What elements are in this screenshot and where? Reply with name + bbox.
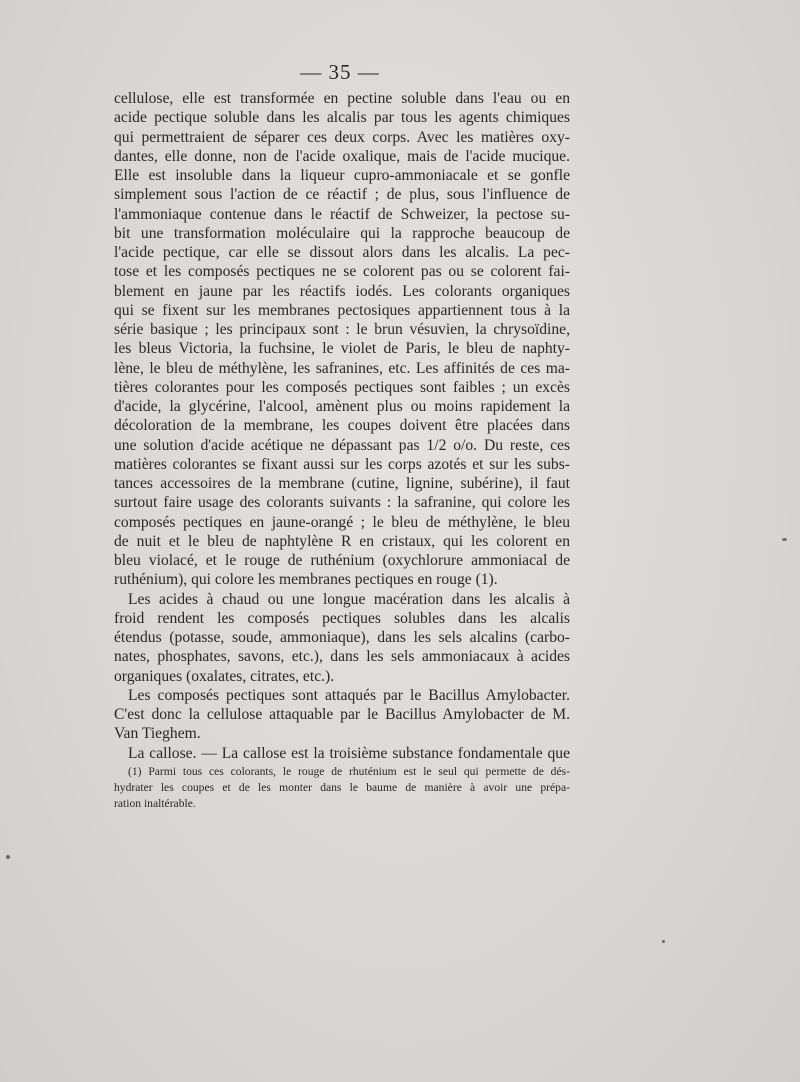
text-line: une solution d'acide acétique ne dépassant pas 1/2 o/o. Du reste, ces <box>114 436 570 454</box>
text-line: Elle est insoluble dans la liqueur cupro-ammoniacale et se gonfle <box>114 167 570 184</box>
text-line: Van Tieghem. <box>114 725 201 743</box>
text-line: nates, phosphates, savons, etc.), dans les sels ammoniacaux à acides <box>114 648 570 666</box>
text-line: simplement sous l'action de ce réactif ; de plus, sous l'influence de <box>114 186 570 204</box>
text-line: qui permettraient de séparer ces deux corps. Avec les matières oxy- <box>114 128 570 146</box>
text-line: l'ammoniaque contenue dans le réactif de Schweizer, la pectose su- <box>114 205 570 223</box>
text-line: Les acides à chaud ou une longue macération dans les alcalis à <box>128 590 570 608</box>
text-line: organiques (oxalates, citrates, etc.). <box>114 667 335 685</box>
text-line: bleu violacé, et le rouge de ruthénium (oxychlorure ammoniacal de <box>114 552 570 569</box>
text-line: acide pectique soluble dans les alcalis par tous les agents chimiques <box>114 109 570 127</box>
footnote-line: hydrater les coupes et de les monter dans le baume de manière à avoir une prépa- <box>114 781 570 794</box>
text-line: qui se fixent sur les membranes pectosiques appartiennent tous à la <box>114 301 570 319</box>
text-line: surtout faire usage des colorants suivants : la safranine, qui colore les <box>114 494 570 512</box>
text-line: tose et les composés pectiques ne se colorent pas ou se colorent fai- <box>114 263 570 281</box>
paper-speck <box>662 940 665 943</box>
text-line: d'acide, la glycérine, l'alcool, amènent plus ou moins rapidement la <box>114 398 570 415</box>
text-line: lène, le bleu de méthylène, les safranines, etc. Les affinités de ces ma- <box>114 359 570 377</box>
text-line: Les composés pectiques sont attaqués par le Bacillus Amylobacter. <box>128 686 570 704</box>
paper-speck <box>782 538 787 541</box>
footnote-line: (1) Parmi tous ces colorants, le rouge de rhuténium est le seul qui permette de dés- <box>128 765 570 778</box>
text-line: étendus (potasse, soude, ammoniaque), dans les sels alcalins (carbo- <box>114 629 570 646</box>
text-line: les bleus Victoria, la fuchsine, le violet de Paris, le bleu de naphty- <box>114 340 570 358</box>
text-line: bit une transformation moléculaire qui la rapproche beaucoup de <box>114 224 570 242</box>
text-line: ruthénium), qui colore les membranes pectiques en rouge (1). <box>114 571 498 589</box>
text-line: dantes, elle donne, non de l'acide oxalique, mais de l'acide mucique. <box>114 147 570 165</box>
text-line: blement en jaune par les réactifs iodés. Les colorants organiques <box>114 282 570 300</box>
text-line: décoloration de la membrane, les coupes doivent être placées dans <box>114 417 570 435</box>
text-line: tances accessoires de la membrane (cutine, lignine, subérine), il faut <box>114 475 570 492</box>
text-line: La callose. — La callose est la troisième substance fondamentale que <box>128 744 570 762</box>
text-line: série basique ; les principaux sont : le brun vésuvien, la chrysoïdine, <box>114 321 570 338</box>
text-line: l'acide pectique, car elle se dissout alors dans les alcalis. La pec- <box>114 244 570 261</box>
text-line: tières colorantes pour les composés pectiques sont faibles ; un excès <box>114 378 570 396</box>
footnote <box>114 764 570 812</box>
text-line: cellulose, elle est transformée en pectine soluble dans l'eau ou en <box>114 90 570 107</box>
paper-speck <box>6 855 10 859</box>
text-line: C'est donc la cellulose attaquable par le Bacillus Amylobacter de M. <box>114 706 570 723</box>
body-text <box>114 89 570 763</box>
page-number: — 35 — <box>300 60 380 84</box>
text-line: composés pectiques en jaune-orangé ; le bleu de méthylène, le bleu <box>114 513 570 531</box>
text-line: matières colorantes se fixant aussi sur les corps azotés et sur les subs- <box>114 455 570 473</box>
text-line: froid rendent les composés pectiques solubles dans les alcalis <box>114 609 570 627</box>
footnote-line: ration inaltérable. <box>114 797 196 810</box>
text-line: de nuit et le bleu de naphtylène R en cristaux, qui les colorent en <box>114 532 570 550</box>
